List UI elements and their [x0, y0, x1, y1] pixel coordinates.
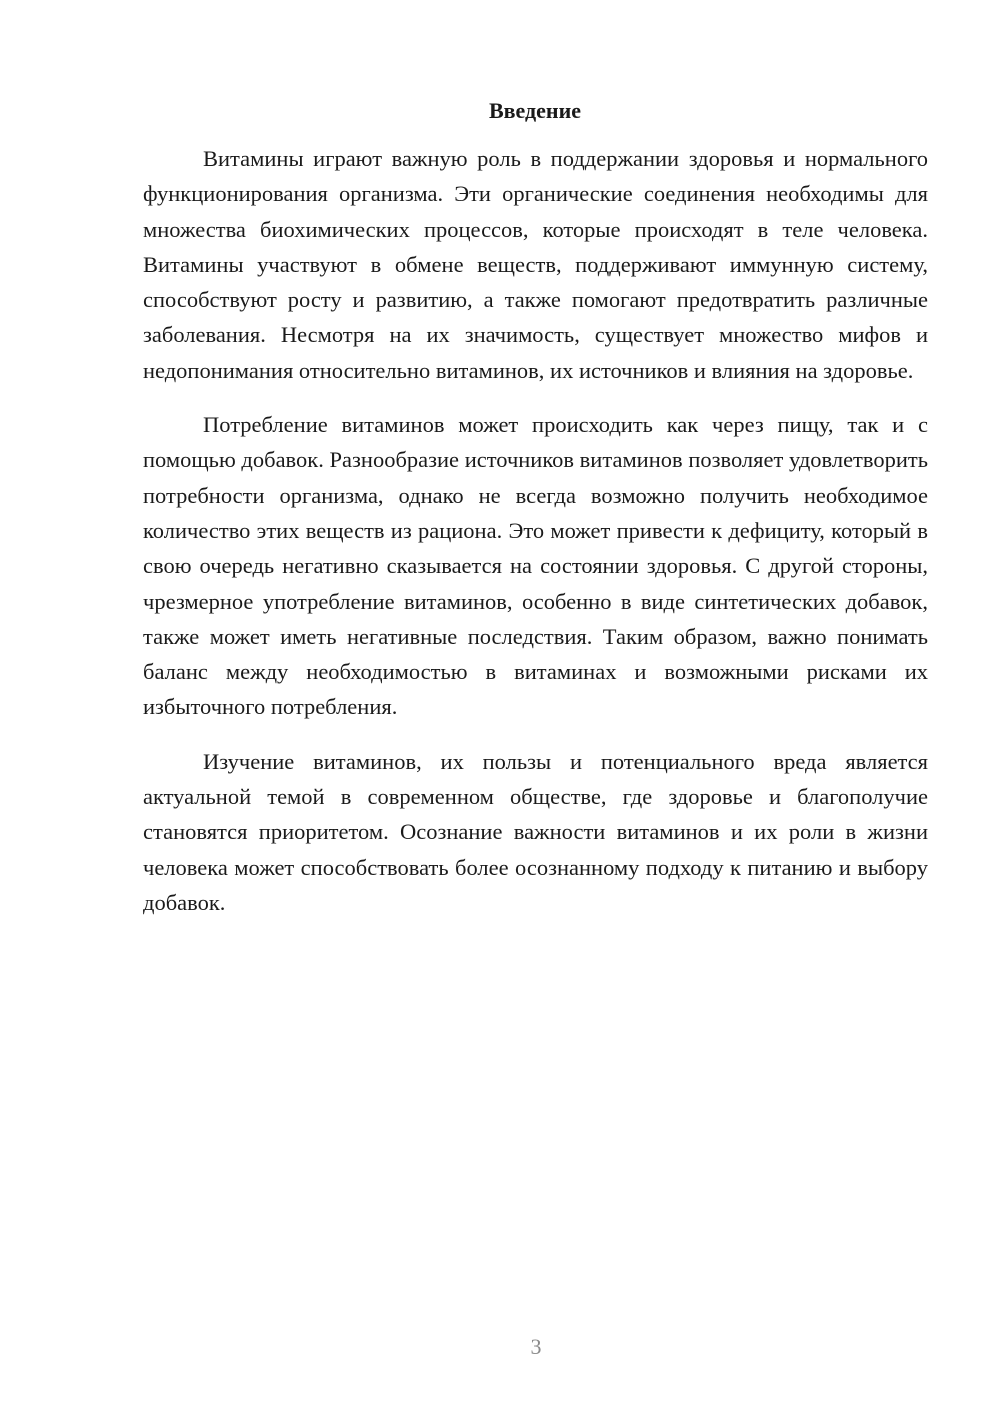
- body-text: [143, 141, 928, 939]
- page-number: 3: [530, 1334, 542, 1359]
- paragraph-1: Витамины играют важную роль в поддержании здоровья и нормального функционирования организма. Эти органические соединения необходимы для множества биохимических процессов, которые происходят в теле человека. Витамины участвуют в обмене веществ, поддерживают иммунную систему, способствуют росту и развитию, а также помогают предотвратить различные заболевания. Несмотря на их значимость, существует множество мифов и недопонимания относительно витаминов, их источников и влияния на здоровье.: [143, 146, 928, 383]
- paragraph-3: Изучение витаминов, их пользы и потенциального вреда является актуальной темой в современном обществе, где здоровье и благополучие становятся приоритетом. Осознание важности витаминов и их роли в жизни человека может способствовать более осознанному подходу к питанию и выбору добавок.: [143, 748, 928, 915]
- paragraph-2: Потребление витаминов может происходить как через пищу, так и с помощью добавок. Разнообразие источников витаминов позволяет удовлетворить потребности организма, однако не всегда возможно получить необходимое количество этих веществ из рациона. Это может привести к дефициту, который в свою очередь негативно сказывается на состоянии здоровья. С другой стороны, чрезмерное употребление витаминов, особенно в виде синтетических добавок, также может иметь негативные последствия. Таким образом, важно понимать баланс между необходимостью в витаминах и возможными рисками их избыточного потребления.: [143, 412, 928, 720]
- section-title: Введение: [488, 98, 582, 123]
